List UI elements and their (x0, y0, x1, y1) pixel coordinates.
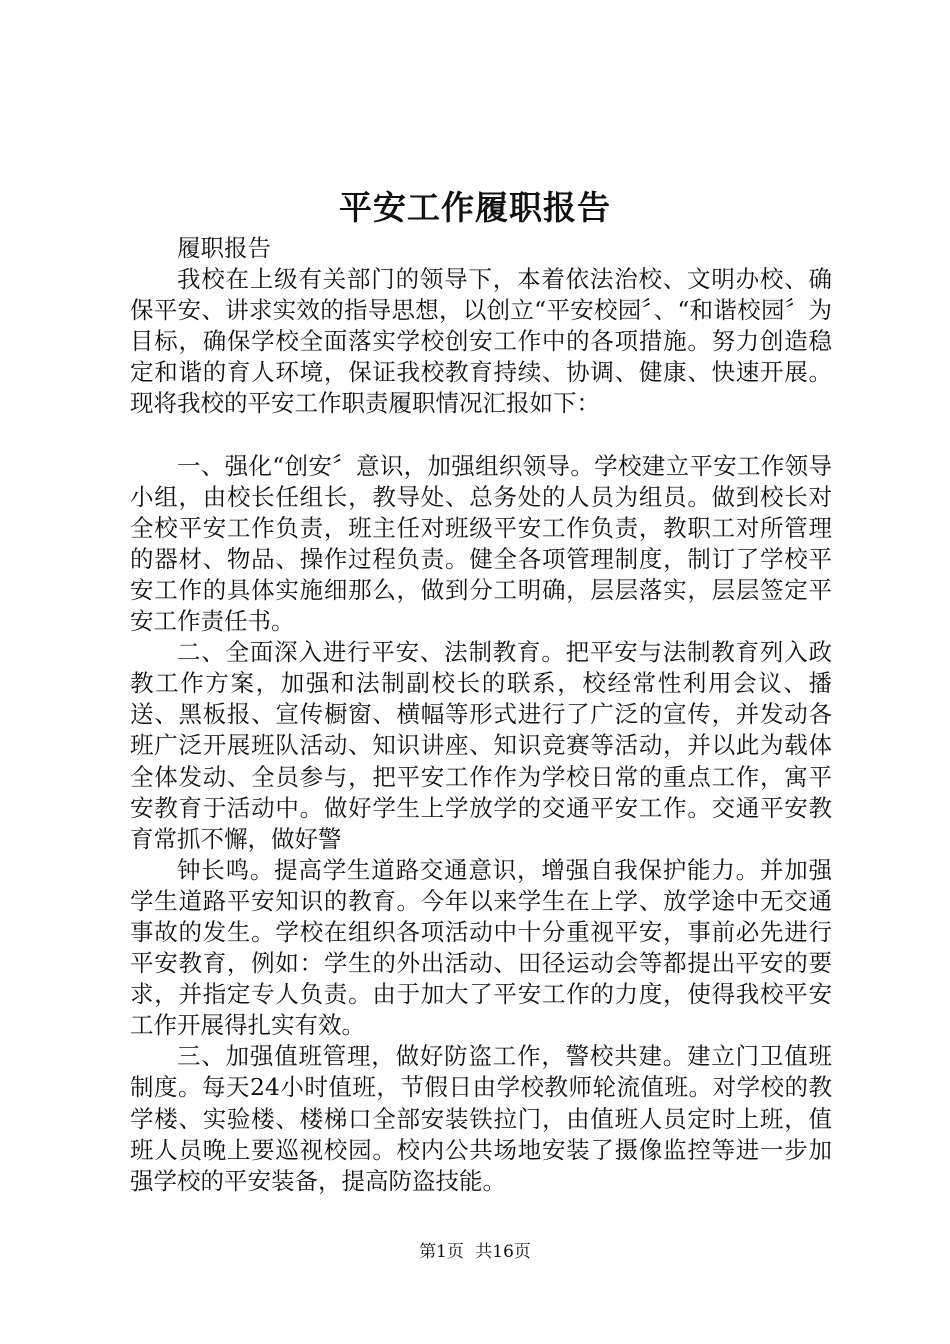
paragraph-section-2: 二、全面深入进行平安、法制教育。把平安与法制教育列入政教工作方案，加强和法制副校长的联系，校经常性利用会议、播送、黑板报、宣传橱窗、横幅等形式进行了广泛的宣传，并发动各班广泛开展班队活动、知识讲座、知识竞赛等活动，并以此为载体全体发动、全员参与，把平安工作作为学校日常的重点工作，寓平安教育于活动中。做好学生上学放学的交通平安工作。交通平安教育常抓不懈，做好警 (130, 638, 832, 853)
page-number: 第1页 (419, 1242, 464, 1262)
paragraph-heading: 履职报告 (177, 234, 271, 262)
document-title: 平安工作履职报告 (339, 188, 611, 227)
paragraph-section-1: 一、强化“创安〞意识，加强组织领导。学校建立平安工作领导小组，由校长任组长，教导处、总务处的人员为组员。做到校长对全校平安工作负责，班主任对班级平安工作负责，教职工对所管理的器材、物品、操作过程负责。健全各项管理制度，制订了学校平安工作的具体实施细那么，做到分工明确，层层落实，层层签定平安工作责任书。 (130, 451, 832, 636)
paragraph-section-2-continued: 钟长鸣。提高学生道路交通意识，增强自我保护能力。并加强学生道路平安知识的教育。今年以来学生在上学、放学途中无交通事故的发生。学校在组织各项活动中十分重视平安，事前必先进行平安教育，例如：学生的外出活动、田径运动会等都提出平安的要求，并指定专人负责。由于加大了平安工作的力度，使得我校平安工作开展得扎实有效。 (130, 855, 832, 1040)
document-body (130, 233, 832, 1197)
page-total: 共16页 (475, 1242, 531, 1262)
page-footer (0, 1240, 950, 1264)
paragraph-section-3: 三、加强值班管理，做好防盗工作，警校共建。建立门卫值班制度。每天24小时值班，节假日由学校教师轮流值班。对学校的教学楼、实验楼、楼梯口全部安装铁拉门，由值班人员定时上班，值班人员晚上要巡视校园。校内公共场地安装了摄像监控等进一步加强学校的平安装备，提高防盗技能。 (130, 1042, 832, 1195)
paragraph-intro: 我校在上级有关部门的领导下，本着依法治校、文明办校、确保平安、讲求实效的指导思想，以创立“平安校园〞、“和谐校园〞为目标，确保学校全面落实学校创安工作中的各项措施。努力创造稳定和谐的育人环境，保证我校教育持续、协调、健康、快速开展。现将我校的平安工作职责履职情况汇报如下： (130, 265, 832, 418)
